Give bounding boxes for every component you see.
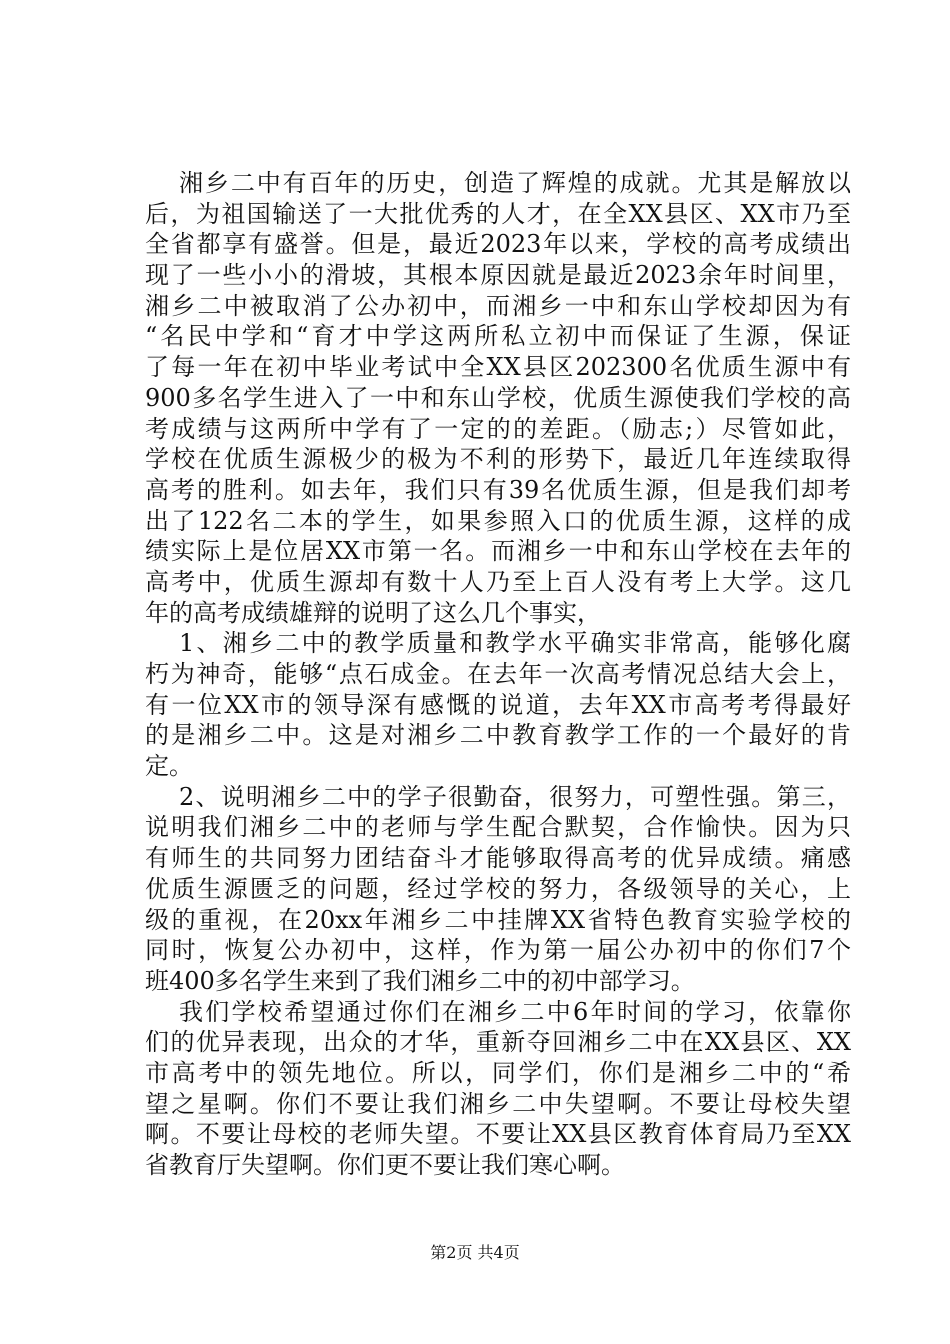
text-line: 考成绩与这两所中学有了一定的的差距。（励志;）尽管如此， [145, 414, 851, 443]
paragraph [145, 782, 851, 997]
text-line: 后，为祖国输送了一大批优秀的人才，在全XX县区、XX市乃至 [145, 199, 851, 228]
paragraph [145, 628, 851, 781]
text-line: 望之星啊。你们不要让我们湘乡二中失望啊。不要让母校失望 [145, 1089, 851, 1118]
text-line: 朽为神奇，能够“点石成金。在去年一次高考情况总结大会上， [145, 660, 851, 688]
text-line: 高考中，优质生源却有数十人乃至上百人没有考上大学。这几 [145, 567, 851, 596]
text-line: 的是湘乡二中。这是对湘乡二中教育教学工作的一个最好的肯 [145, 721, 851, 750]
text-line: 优质生源匮乏的问题，经过学校的努力，各级领导的关心，上 [145, 874, 851, 903]
paragraph [145, 168, 851, 628]
text-line: 1、湘乡二中的教学质量和教学水平确实非常高，能够化腐 [179, 629, 851, 658]
text-line: 班400多名学生来到了我们湘乡二中的初中部学习。 [145, 966, 695, 995]
text-line: 市高考中的领先地位。所以，同学们，你们是湘乡二中的“希 [145, 1058, 851, 1087]
text-line: 现了一些小小的滑坡，其根本原因就是最近2023余年时间里， [145, 261, 851, 290]
text-line: 有一位XX市的领导深有感慨的说道，去年XX市高考考得最好 [145, 690, 851, 719]
text-line: 900多名学生进入了一中和东山学校，优质生源使我们学校的高 [145, 383, 851, 412]
paragraph [145, 997, 851, 1181]
text-line: 全省都享有盛誉。但是，最近2023年以来，学校的高考成绩出 [145, 230, 851, 259]
text-line: 年的高考成绩雄辩的说明了这么几个事实， [145, 598, 601, 627]
text-line: 学校在优质生源极少的极为不利的形势下，最近几年连续取得 [145, 445, 851, 474]
text-line: 了每一年在初中毕业考试中全XX县区202300名优质生源中有 [145, 353, 851, 382]
document-body [145, 168, 851, 1181]
text-line: 2、说明湘乡二中的学子很勤奋，很努力，可塑性强。第三， [179, 782, 851, 811]
text-line: 有师生的共同努力团结奋斗才能够取得高考的优异成绩。痛感 [145, 844, 851, 873]
text-line: 湘乡二中有百年的历史，创造了辉煌的成就。尤其是解放以 [179, 169, 851, 197]
page-footer: 第2页 共4页 [430, 1243, 520, 1262]
text-line: 我们学校希望通过你们在湘乡二中6年时间的学习，依靠你 [179, 997, 851, 1026]
text-line: 说明我们湘乡二中的老师与学生配合默契，合作愉快。因为只 [145, 813, 851, 842]
text-line: 高考的胜利。如去年，我们只有39名优质生源，但是我们却考 [145, 475, 851, 504]
text-line: 啊。不要让母校的老师失望。不要让XX县区教育体育局乃至XX [145, 1120, 851, 1149]
text-line: 同时，恢复公办初中，这样，作为第一届公办初中的你们7个 [145, 936, 851, 965]
text-line: 定。 [145, 752, 193, 781]
text-line: “名民中学和“育才中学这两所私立初中而保证了生源，保证 [145, 322, 851, 351]
text-line: 绩实际上是位居XX市第一名。而湘乡一中和东山学校在去年的 [145, 537, 851, 566]
text-line: 出了122名二本的学生，如果参照入口的优质生源，这样的成 [145, 506, 851, 535]
text-line: 省教育厅失望啊。你们更不要让我们寒心啊。 [145, 1151, 625, 1179]
text-line: 湘乡二中被取消了公办初中，而湘乡一中和东山学校却因为有 [145, 291, 851, 320]
text-line: 级的重视，在20xx年湘乡二中挂牌XX省特色教育实验学校的 [145, 905, 851, 934]
text-line: 们的优异表现，出众的才华，重新夺回湘乡二中在XX县区、XX [145, 1028, 851, 1057]
